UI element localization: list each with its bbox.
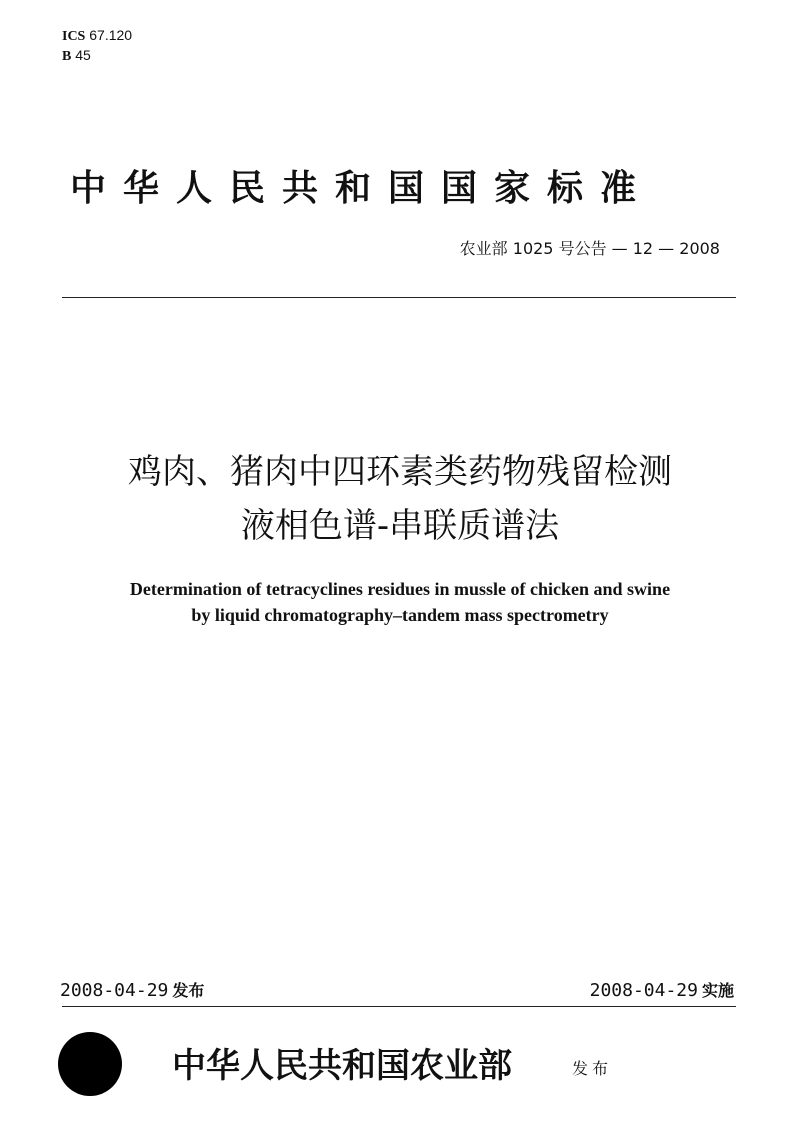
ccs-label: B (62, 49, 72, 64)
ics-code: 67.120 (89, 27, 133, 43)
implement-date: 2008-04-29 (589, 980, 698, 1001)
cn-title-line-1: 鸡肉、猪肉中四环素类药物残留检测 (128, 452, 672, 492)
standard-number: 农业部 1025 号公告 — 12 — 2008 (459, 239, 720, 258)
implement-date-block (590, 978, 734, 1001)
ics-label: ICS (62, 29, 86, 44)
bottom-divider (62, 1006, 736, 1007)
classification-codes (62, 26, 132, 66)
ccs-code: 45 (75, 47, 91, 63)
implement-label: 实施 (701, 981, 734, 1000)
release-date-block (60, 978, 204, 1001)
top-divider (62, 297, 736, 298)
standard-type-title: 中华人民共和国国家标准 (70, 168, 654, 209)
ics-code-line (62, 26, 132, 46)
release-date: 2008-04-29 (60, 980, 169, 1001)
en-title-line-1: Determination of tetracyclines residues in mussle of chicken and swine (129, 579, 671, 599)
ccs-code-line (62, 46, 132, 66)
issuer-name: 中华人民共和国农业部 (172, 1046, 512, 1086)
release-label: 发布 (172, 981, 205, 1000)
cn-title-line-2: 液相色谱-串联质谱法 (240, 506, 560, 546)
en-title-line-2: by liquid chromatography–tandem mass spectrometry (191, 605, 609, 625)
issuer-seal-icon (58, 1032, 122, 1096)
issuer-suffix: 发布 (572, 1059, 613, 1078)
